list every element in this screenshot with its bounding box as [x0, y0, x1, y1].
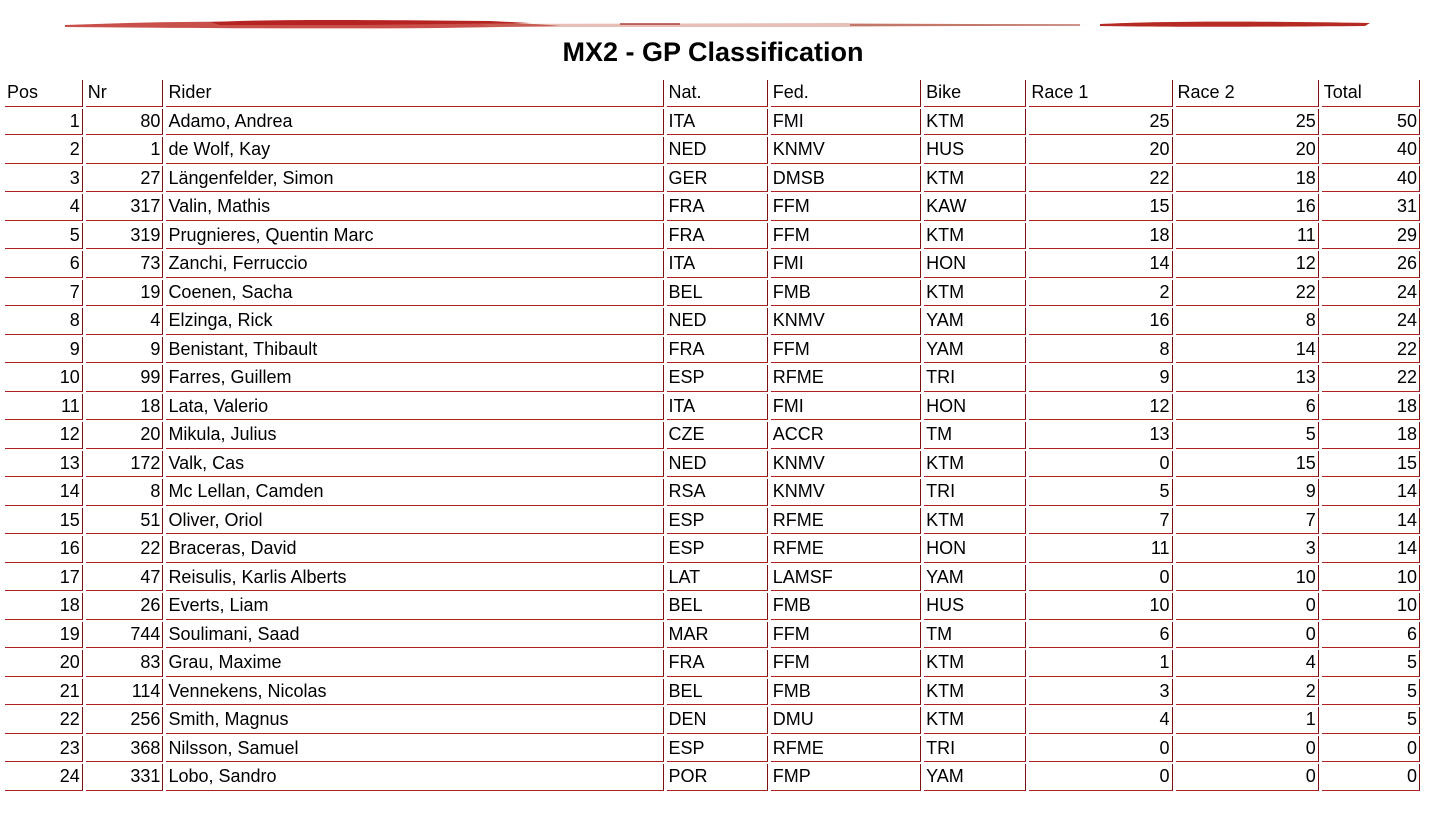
cell-total: 0	[1322, 764, 1420, 791]
cell-nr: 319	[86, 223, 164, 250]
cell-pos: 18	[5, 593, 83, 620]
cell-nr: 9	[86, 337, 164, 364]
table-row	[5, 109, 1420, 136]
cell-nat: BEL	[667, 593, 768, 620]
cell-total: 24	[1322, 308, 1420, 335]
cell-pos: 15	[5, 508, 83, 535]
cell-total: 50	[1322, 109, 1420, 136]
cell-nr: 8	[86, 479, 164, 506]
cell-nr: 19	[86, 280, 164, 307]
cell-race2: 20	[1176, 137, 1319, 164]
cell-fed: DMU	[771, 707, 921, 734]
cell-bike: YAM	[924, 308, 1026, 335]
cell-rider: Mc Lellan, Camden	[166, 479, 663, 506]
cell-total: 5	[1322, 650, 1420, 677]
table-row	[5, 479, 1420, 506]
cell-bike: HON	[924, 394, 1026, 421]
cell-nat: FRA	[667, 194, 768, 221]
cell-race1: 22	[1029, 166, 1172, 193]
cell-pos: 8	[5, 308, 83, 335]
table-row	[5, 593, 1420, 620]
cell-fed: FMI	[771, 251, 921, 278]
cell-rider: Oliver, Oriol	[166, 508, 663, 535]
cell-bike: TRI	[924, 365, 1026, 392]
cell-rider: Everts, Liam	[166, 593, 663, 620]
cell-bike: TRI	[924, 736, 1026, 763]
cell-pos: 14	[5, 479, 83, 506]
cell-fed: FFM	[771, 622, 921, 649]
table-row	[5, 565, 1420, 592]
cell-race1: 0	[1029, 565, 1172, 592]
cell-rider: Lobo, Sandro	[166, 764, 663, 791]
cell-nr: 27	[86, 166, 164, 193]
cell-rider: de Wolf, Kay	[166, 137, 663, 164]
table-row	[5, 508, 1420, 535]
cell-pos: 12	[5, 422, 83, 449]
cell-race1: 25	[1029, 109, 1172, 136]
cell-fed: FMB	[771, 280, 921, 307]
cell-pos: 5	[5, 223, 83, 250]
cell-fed: FFM	[771, 223, 921, 250]
cell-fed: FFM	[771, 194, 921, 221]
cell-rider: Smith, Magnus	[166, 707, 663, 734]
cell-race1: 8	[1029, 337, 1172, 364]
cell-race2: 0	[1176, 593, 1319, 620]
cell-nr: 317	[86, 194, 164, 221]
cell-rider: Zanchi, Ferruccio	[166, 251, 663, 278]
cell-rider: Adamo, Andrea	[166, 109, 663, 136]
cell-total: 10	[1322, 593, 1420, 620]
cell-bike: KTM	[924, 109, 1026, 136]
cell-race2: 3	[1176, 536, 1319, 563]
cell-nat: GER	[667, 166, 768, 193]
cell-total: 40	[1322, 137, 1420, 164]
cell-race1: 6	[1029, 622, 1172, 649]
table-row	[5, 707, 1420, 734]
cell-nat: FRA	[667, 650, 768, 677]
cell-race2: 0	[1176, 622, 1319, 649]
column-header-pos: Pos	[5, 80, 83, 107]
cell-bike: HUS	[924, 137, 1026, 164]
cell-nat: NED	[667, 451, 768, 478]
cell-race1: 1	[1029, 650, 1172, 677]
cell-race1: 4	[1029, 707, 1172, 734]
cell-total: 18	[1322, 422, 1420, 449]
cell-fed: FFM	[771, 337, 921, 364]
cell-nr: 73	[86, 251, 164, 278]
cell-total: 15	[1322, 451, 1420, 478]
cell-total: 0	[1322, 736, 1420, 763]
cell-total: 24	[1322, 280, 1420, 307]
cell-total: 14	[1322, 536, 1420, 563]
cell-race2: 5	[1176, 422, 1319, 449]
cell-nr: 4	[86, 308, 164, 335]
cell-nr: 99	[86, 365, 164, 392]
column-header-rider: Rider	[166, 80, 663, 107]
cell-pos: 3	[5, 166, 83, 193]
cell-total: 22	[1322, 365, 1420, 392]
cell-race2: 22	[1176, 280, 1319, 307]
table-row	[5, 451, 1420, 478]
cell-total: 14	[1322, 508, 1420, 535]
cell-pos: 4	[5, 194, 83, 221]
cell-nr: 26	[86, 593, 164, 620]
cell-bike: KTM	[924, 650, 1026, 677]
cell-race1: 9	[1029, 365, 1172, 392]
cell-pos: 1	[5, 109, 83, 136]
cell-pos: 6	[5, 251, 83, 278]
cell-pos: 20	[5, 650, 83, 677]
cell-rider: Vennekens, Nicolas	[166, 679, 663, 706]
cell-fed: FMB	[771, 679, 921, 706]
cell-nat: CZE	[667, 422, 768, 449]
cell-nat: NED	[667, 137, 768, 164]
cell-bike: TM	[924, 622, 1026, 649]
cell-bike: HON	[924, 536, 1026, 563]
cell-race2: 12	[1176, 251, 1319, 278]
column-header-nat: Nat.	[667, 80, 768, 107]
cell-race1: 13	[1029, 422, 1172, 449]
cell-fed: KNMV	[771, 451, 921, 478]
cell-nr: 172	[86, 451, 164, 478]
cell-race1: 16	[1029, 308, 1172, 335]
cell-pos: 21	[5, 679, 83, 706]
cell-nat: ITA	[667, 109, 768, 136]
cell-nat: NED	[667, 308, 768, 335]
cell-nat: DEN	[667, 707, 768, 734]
cell-race2: 1	[1176, 707, 1319, 734]
cell-bike: KTM	[924, 679, 1026, 706]
cell-nat: FRA	[667, 223, 768, 250]
cell-pos: 11	[5, 394, 83, 421]
cell-nat: POR	[667, 764, 768, 791]
cell-race1: 7	[1029, 508, 1172, 535]
cell-bike: YAM	[924, 337, 1026, 364]
cell-fed: RFME	[771, 508, 921, 535]
table-row	[5, 536, 1420, 563]
cell-bike: HON	[924, 251, 1026, 278]
cell-total: 26	[1322, 251, 1420, 278]
cell-pos: 2	[5, 137, 83, 164]
cell-pos: 10	[5, 365, 83, 392]
cell-total: 5	[1322, 679, 1420, 706]
cell-nr: 83	[86, 650, 164, 677]
cell-bike: KTM	[924, 223, 1026, 250]
cell-fed: RFME	[771, 536, 921, 563]
cell-rider: Lata, Valerio	[166, 394, 663, 421]
cell-nat: LAT	[667, 565, 768, 592]
cell-rider: Längenfelder, Simon	[166, 166, 663, 193]
cell-nr: 744	[86, 622, 164, 649]
cell-pos: 16	[5, 536, 83, 563]
brush-stroke-banner	[60, 15, 1375, 35]
table-row	[5, 679, 1420, 706]
cell-fed: KNMV	[771, 479, 921, 506]
cell-race2: 16	[1176, 194, 1319, 221]
cell-fed: KNMV	[771, 308, 921, 335]
cell-fed: ACCR	[771, 422, 921, 449]
cell-bike: TM	[924, 422, 1026, 449]
cell-fed: DMSB	[771, 166, 921, 193]
table-row	[5, 337, 1420, 364]
cell-nat: ESP	[667, 365, 768, 392]
table-row	[5, 422, 1420, 449]
cell-fed: FFM	[771, 650, 921, 677]
cell-pos: 13	[5, 451, 83, 478]
cell-race2: 14	[1176, 337, 1319, 364]
cell-rider: Grau, Maxime	[166, 650, 663, 677]
table-row	[5, 394, 1420, 421]
cell-total: 5	[1322, 707, 1420, 734]
column-header-total: Total	[1322, 80, 1420, 107]
header-row	[5, 80, 1420, 107]
cell-pos: 23	[5, 736, 83, 763]
cell-nat: ITA	[667, 394, 768, 421]
table-row	[5, 194, 1420, 221]
cell-bike: KTM	[924, 280, 1026, 307]
classification-table	[2, 78, 1423, 793]
table-row	[5, 650, 1420, 677]
cell-total: 40	[1322, 166, 1420, 193]
cell-nat: MAR	[667, 622, 768, 649]
cell-pos: 19	[5, 622, 83, 649]
cell-nat: BEL	[667, 280, 768, 307]
cell-bike: KTM	[924, 451, 1026, 478]
cell-pos: 24	[5, 764, 83, 791]
cell-nat: BEL	[667, 679, 768, 706]
column-header-race1: Race 1	[1029, 80, 1172, 107]
cell-bike: HUS	[924, 593, 1026, 620]
table-row	[5, 622, 1420, 649]
cell-nr: 20	[86, 422, 164, 449]
cell-nr: 47	[86, 565, 164, 592]
cell-nr: 51	[86, 508, 164, 535]
cell-bike: KTM	[924, 166, 1026, 193]
cell-fed: RFME	[771, 365, 921, 392]
cell-nr: 18	[86, 394, 164, 421]
column-header-nr: Nr	[86, 80, 164, 107]
cell-nr: 114	[86, 679, 164, 706]
cell-fed: FMB	[771, 593, 921, 620]
cell-total: 6	[1322, 622, 1420, 649]
cell-race1: 2	[1029, 280, 1172, 307]
cell-bike: KAW	[924, 194, 1026, 221]
cell-rider: Soulimani, Saad	[166, 622, 663, 649]
table-body	[5, 109, 1420, 791]
cell-race1: 12	[1029, 394, 1172, 421]
cell-fed: KNMV	[771, 137, 921, 164]
cell-race2: 8	[1176, 308, 1319, 335]
cell-bike: YAM	[924, 764, 1026, 791]
cell-race1: 0	[1029, 736, 1172, 763]
cell-rider: Elzinga, Rick	[166, 308, 663, 335]
cell-race2: 4	[1176, 650, 1319, 677]
cell-race1: 18	[1029, 223, 1172, 250]
cell-race2: 7	[1176, 508, 1319, 535]
cell-race1: 14	[1029, 251, 1172, 278]
cell-nat: ITA	[667, 251, 768, 278]
cell-rider: Valk, Cas	[166, 451, 663, 478]
cell-total: 22	[1322, 337, 1420, 364]
cell-bike: TRI	[924, 479, 1026, 506]
cell-total: 18	[1322, 394, 1420, 421]
cell-fed: FMI	[771, 394, 921, 421]
cell-race1: 3	[1029, 679, 1172, 706]
cell-race1: 5	[1029, 479, 1172, 506]
cell-rider: Nilsson, Samuel	[166, 736, 663, 763]
cell-race2: 13	[1176, 365, 1319, 392]
cell-race1: 10	[1029, 593, 1172, 620]
cell-pos: 17	[5, 565, 83, 592]
cell-bike: KTM	[924, 508, 1026, 535]
cell-race2: 15	[1176, 451, 1319, 478]
cell-bike: KTM	[924, 707, 1026, 734]
cell-nr: 22	[86, 536, 164, 563]
cell-total: 10	[1322, 565, 1420, 592]
column-header-fed: Fed.	[771, 80, 921, 107]
cell-nat: RSA	[667, 479, 768, 506]
cell-race2: 6	[1176, 394, 1319, 421]
cell-nr: 256	[86, 707, 164, 734]
cell-total: 14	[1322, 479, 1420, 506]
cell-rider: Reisulis, Karlis Alberts	[166, 565, 663, 592]
cell-race2: 0	[1176, 736, 1319, 763]
cell-nat: FRA	[667, 337, 768, 364]
cell-pos: 7	[5, 280, 83, 307]
cell-race1: 0	[1029, 764, 1172, 791]
cell-race1: 20	[1029, 137, 1172, 164]
cell-rider: Braceras, David	[166, 536, 663, 563]
cell-total: 29	[1322, 223, 1420, 250]
table-row	[5, 137, 1420, 164]
table-row	[5, 308, 1420, 335]
cell-race2: 11	[1176, 223, 1319, 250]
cell-race2: 25	[1176, 109, 1319, 136]
cell-race2: 2	[1176, 679, 1319, 706]
cell-fed: LAMSF	[771, 565, 921, 592]
table-row	[5, 736, 1420, 763]
cell-nat: ESP	[667, 536, 768, 563]
cell-rider: Benistant, Thibault	[166, 337, 663, 364]
cell-rider: Valin, Mathis	[166, 194, 663, 221]
cell-nr: 1	[86, 137, 164, 164]
cell-bike: YAM	[924, 565, 1026, 592]
cell-race2: 0	[1176, 764, 1319, 791]
cell-nat: ESP	[667, 508, 768, 535]
cell-race1: 11	[1029, 536, 1172, 563]
table-row	[5, 223, 1420, 250]
cell-nr: 331	[86, 764, 164, 791]
cell-nat: ESP	[667, 736, 768, 763]
table-row	[5, 764, 1420, 791]
cell-race2: 9	[1176, 479, 1319, 506]
cell-total: 31	[1322, 194, 1420, 221]
table-row	[5, 280, 1420, 307]
cell-race2: 18	[1176, 166, 1319, 193]
cell-rider: Coenen, Sacha	[166, 280, 663, 307]
cell-rider: Mikula, Julius	[166, 422, 663, 449]
table-row	[5, 251, 1420, 278]
cell-fed: FMI	[771, 109, 921, 136]
cell-race2: 10	[1176, 565, 1319, 592]
page-title: MX2 - GP Classification	[562, 37, 864, 67]
cell-race1: 15	[1029, 194, 1172, 221]
cell-race1: 0	[1029, 451, 1172, 478]
cell-rider: Farres, Guillem	[166, 365, 663, 392]
table-row	[5, 166, 1420, 193]
column-header-bike: Bike	[924, 80, 1026, 107]
cell-fed: FMP	[771, 764, 921, 791]
cell-nr: 368	[86, 736, 164, 763]
cell-nr: 80	[86, 109, 164, 136]
cell-fed: RFME	[771, 736, 921, 763]
cell-rider: Prugnieres, Quentin Marc	[166, 223, 663, 250]
table-row	[5, 365, 1420, 392]
column-header-race2: Race 2	[1176, 80, 1319, 107]
cell-pos: 9	[5, 337, 83, 364]
cell-pos: 22	[5, 707, 83, 734]
